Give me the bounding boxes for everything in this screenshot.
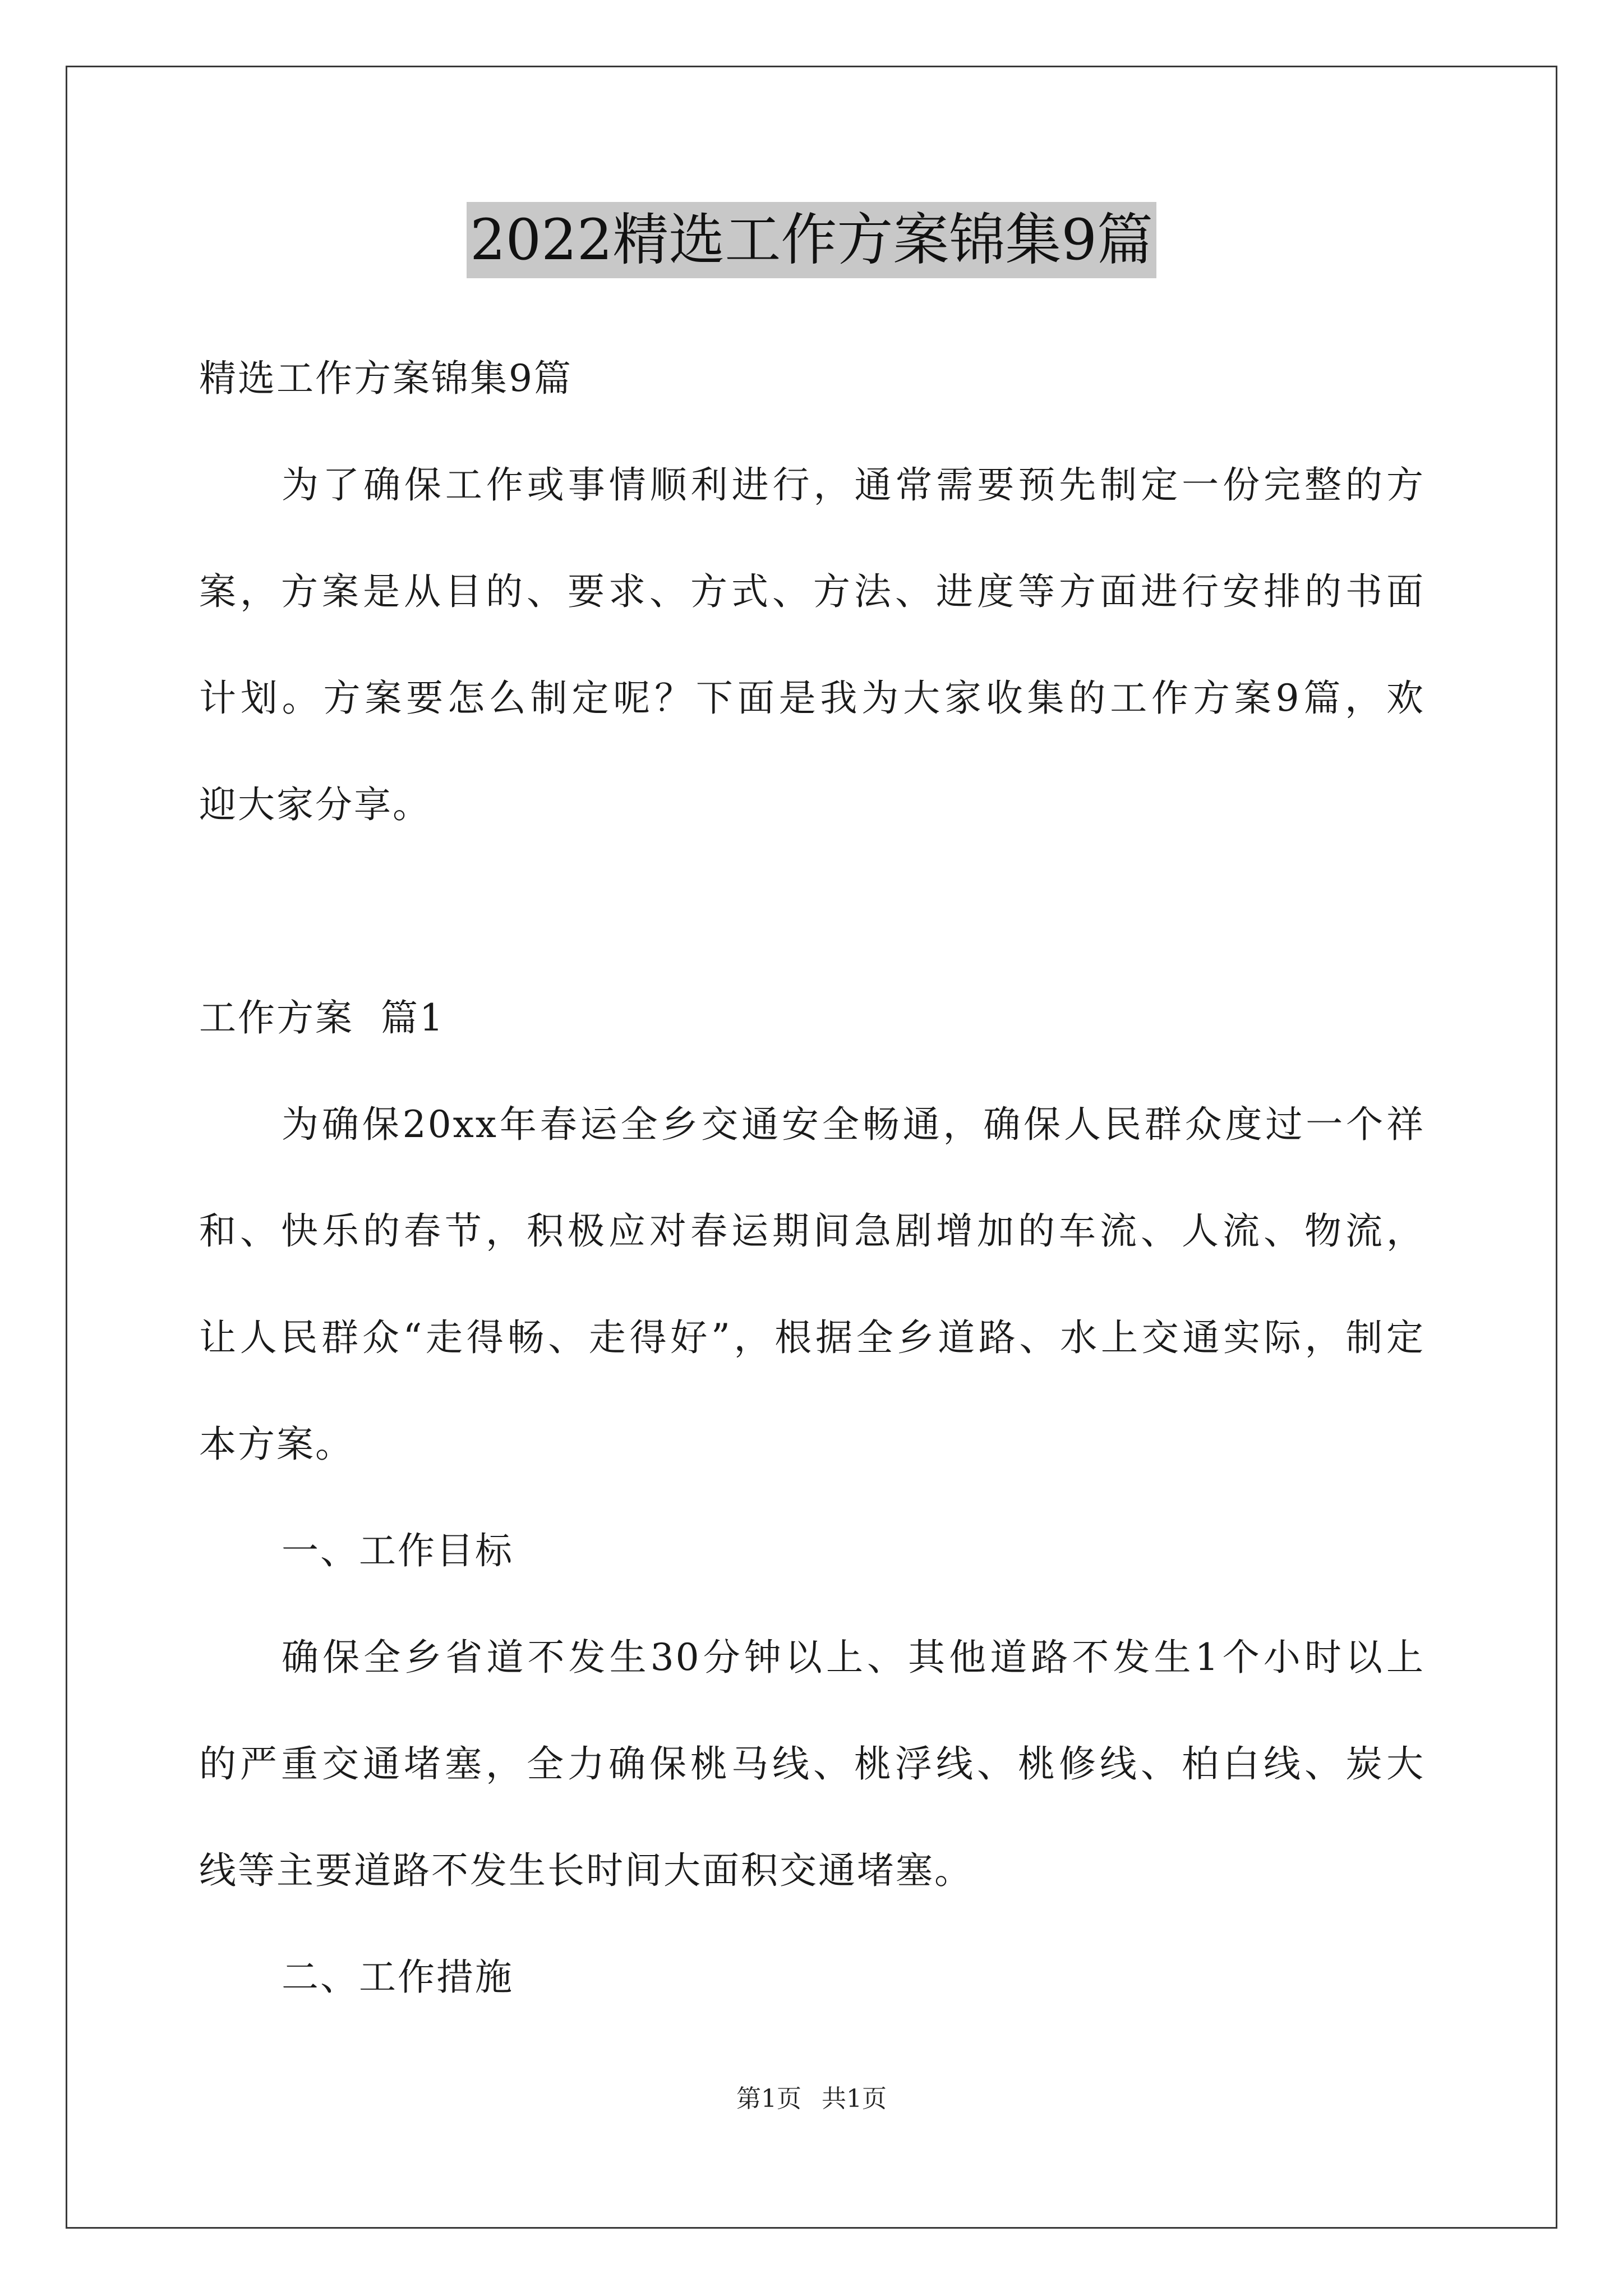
page-total: 共1页	[822, 2085, 887, 2113]
page-number: 第1页	[736, 2085, 801, 2113]
document-subtitle: 精选工作方案锦集9篇	[199, 357, 573, 400]
section-heading: 工作方案 篇1	[199, 996, 445, 1039]
intro-line: 迎大家分享。	[199, 783, 431, 826]
body-line: 线等主要道路不发生长时间大面积交通堵塞。	[199, 1849, 973, 1892]
measures-heading: 二、工作措施	[282, 1955, 514, 1999]
intro-line: 计划。方案要怎么制定呢？下面是我为大家收集的工作方案9篇，欢	[199, 677, 1425, 720]
body-line: 为确保20xx年春运全乡交通安全畅通，确保人民群众度过一个祥	[282, 1103, 1425, 1146]
intro-line: 案，方案是从目的、要求、方式、方法、进度等方面进行安排的书面	[199, 570, 1425, 613]
body-line: 的严重交通堵塞，全力确保桃马线、桃浮线、桃修线、柏白线、炭大	[199, 1742, 1425, 1786]
title-area	[0, 202, 1623, 278]
page-footer	[0, 2082, 1623, 2116]
document-title: 2022精选工作方案锦集9篇	[467, 202, 1156, 278]
body-line: 本方案。	[199, 1423, 354, 1466]
body-line: 让人民群众“走得畅、走得好”，根据全乡道路、水上交通实际，制定	[199, 1316, 1425, 1359]
body-line: 确保全乡省道不发生30分钟以上、其他道路不发生1个小时以上	[282, 1636, 1425, 1679]
body-line: 和、快乐的春节，积极应对春运期间急剧增加的车流、人流、物流，	[199, 1209, 1425, 1253]
intro-line: 为了确保工作或事情顺利进行，通常需要预先制定一份完整的方	[282, 463, 1425, 507]
goal-heading: 一、工作目标	[282, 1529, 514, 1572]
